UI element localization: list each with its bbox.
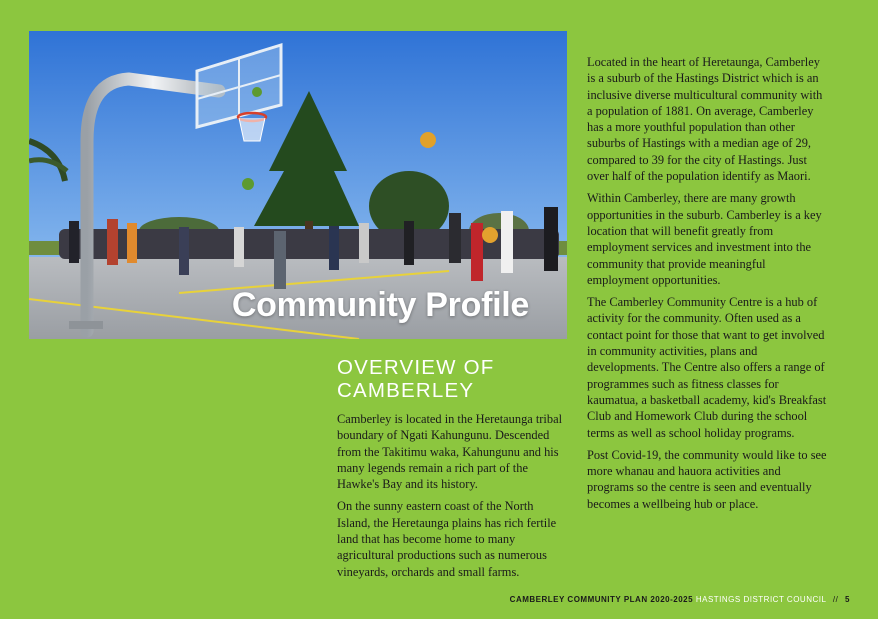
basketball-court-photo xyxy=(29,31,567,339)
overview-section xyxy=(337,356,569,586)
footer-separator: // xyxy=(832,595,839,604)
right-paragraph-1: Located in the heart of Heretaunga, Camberley is a suburb of the Hastings District which is an inclusive diverse multicultural community with a population of 1881. On average, Camberley has a more youthful population than other suburbs of Hastings with a median age of 29, compared to 39 for the city of Hastings. Just over half of the population identify as Maori. xyxy=(587,55,823,184)
overview-paragraph-2: On the sunny eastern coast of the North Island, the Heretaunga plains has rich fertile land that has become home to many agricultural productions such as numerous vineyards, orchards and small farms. xyxy=(337,499,557,579)
photo-title: Community Profile xyxy=(231,286,529,324)
footer-council: HASTINGS DISTRICT COUNCIL xyxy=(695,595,827,604)
right-paragraph-3: The Camberley Community Centre is a hub of activity for the community. Often used as a contact point for those that want to get involved in community activities, plans and developments. The Centre also offers a range of programmes such as fitness classes for kaumatua, a basketball academy, kid's Breakfast Club and Homework Club during the school terms as well as school holiday programs. xyxy=(587,295,827,440)
overview-paragraph-1: Camberley is located in the Heretaunga tribal boundary of Ngati Kahungunu. Descended from the Takitimu waka, Kahungunu and his many legends remain a rich part of the Hawke's Bay and its history. xyxy=(337,412,563,492)
overview-heading xyxy=(337,356,569,402)
right-paragraph-4: Post Covid-19, the community would like to see more whanau and hauora activities and programs so the centre is seen and eventually becomes a wellbeing hub or place. xyxy=(587,447,827,511)
overview-heading-line2: CAMBERLEY xyxy=(337,379,475,402)
footer-plan-title: CAMBERLEY COMMUNITY PLAN 2020-2025 xyxy=(509,595,694,604)
right-paragraph-2: Within Camberley, there are many growth opportunities in the suburb. Camberley is a key location that will benefit greatly from employment services and investment into the community that provide meaningful employment opportunities. xyxy=(587,191,822,287)
page-footer xyxy=(510,595,850,604)
page-number: 5 xyxy=(845,595,850,604)
right-column xyxy=(587,54,827,518)
overview-heading-line1: OVERVIEW OF xyxy=(337,356,495,379)
